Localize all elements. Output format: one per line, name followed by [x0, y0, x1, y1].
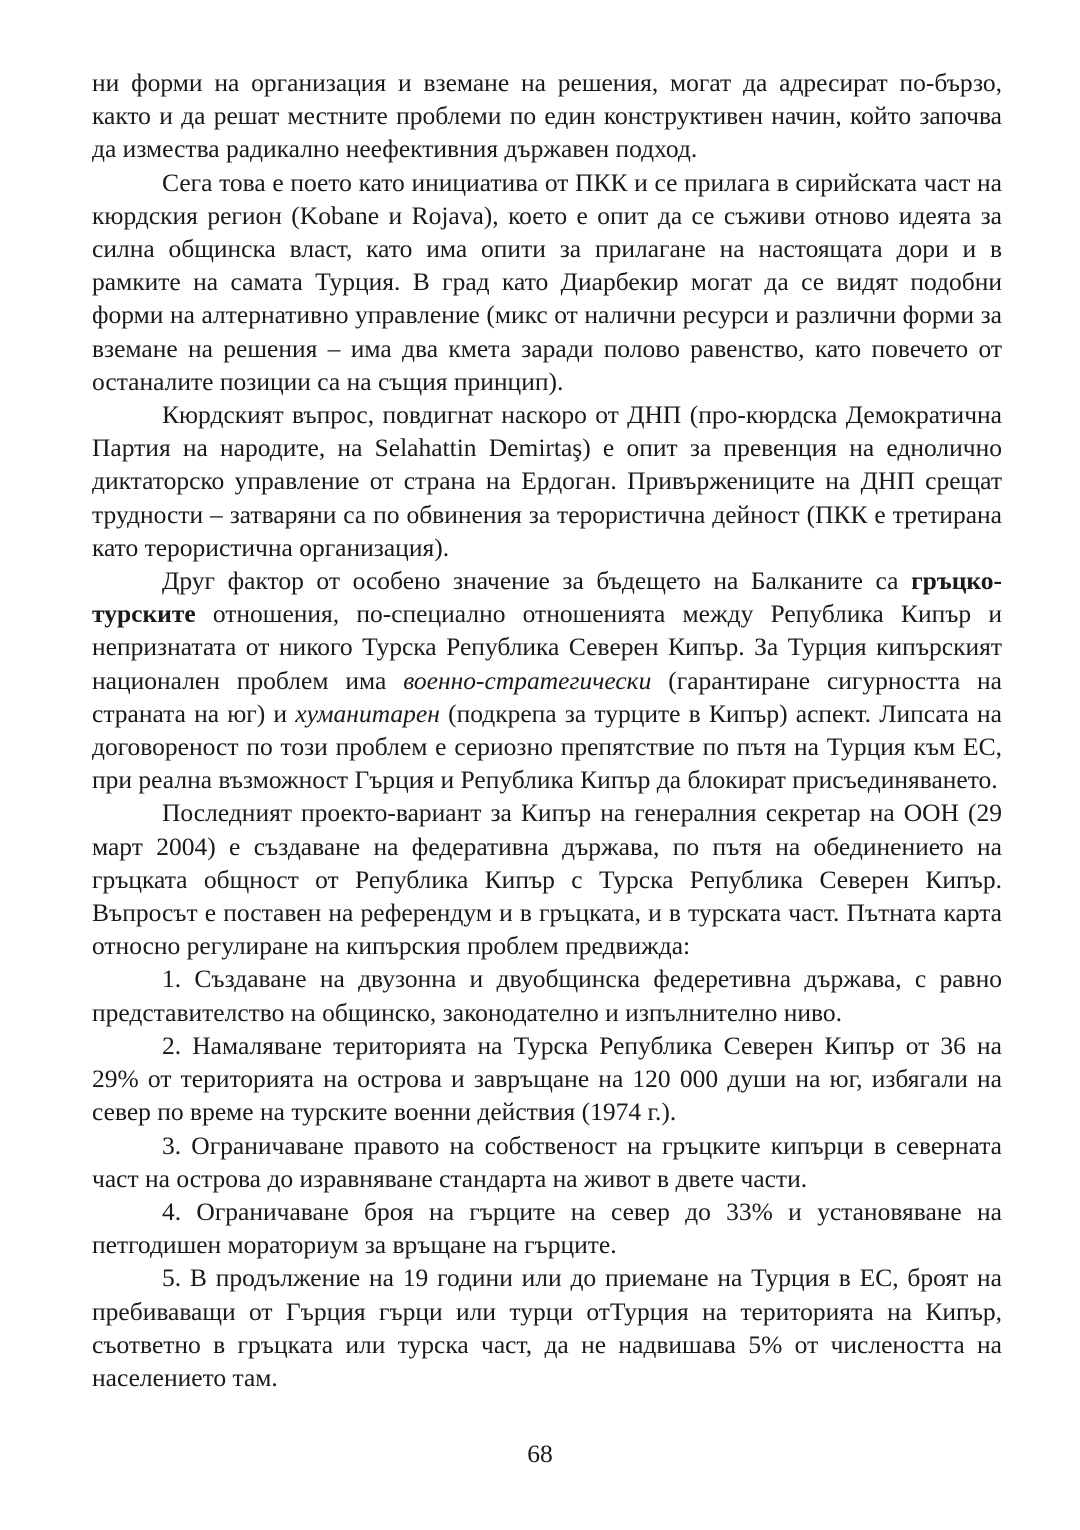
italic-term: военно-стратегически	[403, 665, 652, 695]
paragraph-5	[92, 796, 1002, 962]
text-run: 2. Намаляване територията на Турска Република Северен Кипър от 36 на 29% от територията на острова и завръщане на 120 000 души на юг, избягали на север по време на турските военни действия (1974 г.).	[92, 1030, 1002, 1127]
list-item-4	[92, 1195, 1002, 1261]
paragraph-3	[92, 398, 1002, 564]
list-item-1	[92, 962, 1002, 1028]
text-run: 4. Ограничаване броя на гърците на север до 33% и установяване на петгодишен мораториум за връщане на гърците.	[92, 1196, 1002, 1260]
text-run: Друг фактор от особено значение за бъдещето на Балканите са	[162, 566, 912, 596]
text-run: (гарантиране сигурността на страната на юг) и	[92, 665, 1003, 728]
italic-term: хуманитарен	[295, 698, 440, 728]
page-number: 68	[527, 1439, 553, 1468]
bold-term: гръцко-турските	[92, 566, 1002, 629]
list-item-2	[92, 1029, 1002, 1129]
list-item-3	[92, 1129, 1002, 1195]
text-run: Сега това е поето като инициатива от ПКК и се прилага в сирийската част на кюрдския регион (Kobane и Rojava), което е опит да се съживи отново идеята за силна общинска власт, като има опити за прилагане на настоящата дори и в рамките на самата Турция. В град като Диарбекир могат да се видят подобни форми на алтернативно управление (микс от налични ресурси и различни форми за вземане на решения – има два кмета заради полово равенство, като повечето от останалите позиции са на същия принцип).	[92, 167, 1002, 396]
text-run: ни форми на организация и вземане на решения, могат да адресират по-бързо, както и да решат местните проблеми по един конструктивен начин, който започва да измества радикално неефективния държавен подход.	[92, 68, 1002, 164]
text-run: 5. В продължение на 19 години или до приемане на Турция в ЕС, броят на пребиваващи от Гърция гърци или турци отТурция на територията на Кипър, съответно в гръцката или турска част, да не надвишава 5% от числеността на населението там.	[92, 1263, 1002, 1392]
text-run: Кюрдският въпрос, повдигнат наскоро от ДНП (про-кюрдска Демократична Партия на народите, на Selahattin Demirtaş) е опит за превенция на еднолично диктаторско управление от страна на Ердоган. Привържениците на ДНП срещат трудности – затваряни са по обвинения за терористична дейност (ПКК е третирана като терористична организация).	[92, 400, 1002, 562]
text-run: 3. Ограничаване правото на собственост на гръцките кипърци в северната част на острова до изравняване стандарта на живот в двете части.	[92, 1130, 1002, 1193]
list-item-5	[92, 1261, 1002, 1394]
page-body	[92, 66, 1002, 1394]
text-run: 1. Създаване на двузонна и двуобщинска федеретивна държава, с равно представителство на общинско, законодателно и изпълнително ниво.	[92, 964, 1002, 1027]
text-run: (подкрепа за турците в Кипър) аспект. Липсата на договореност по този проблем е сериозно препятствие по пътя на Турция към ЕС, при реална възможност Гърция и Република Кипър да блокират присъединяването.	[92, 698, 1002, 795]
paragraph-2	[92, 166, 1002, 398]
paragraph-4	[92, 564, 1002, 796]
paragraph-1	[92, 66, 1002, 166]
text-run: отношения, по-специално отношенията между Република Кипър и непризнатата от никого Турска Република Северен Кипър. За Турция кипърският национален проблем има	[92, 599, 1002, 695]
text-run: Последният проекто-вариант за Кипър на генералния секретар на ООН (29 март 2004) е създаване на федеративна държава, по пътя на обединението на гръцката общност от Република Кипър с Турска Република Северен Кипър. Въпросът е поставен на референдум и в гръцката, и в турската част. Пътната карта относно регулиране на кипърския проблем предвижда:	[92, 798, 1002, 961]
